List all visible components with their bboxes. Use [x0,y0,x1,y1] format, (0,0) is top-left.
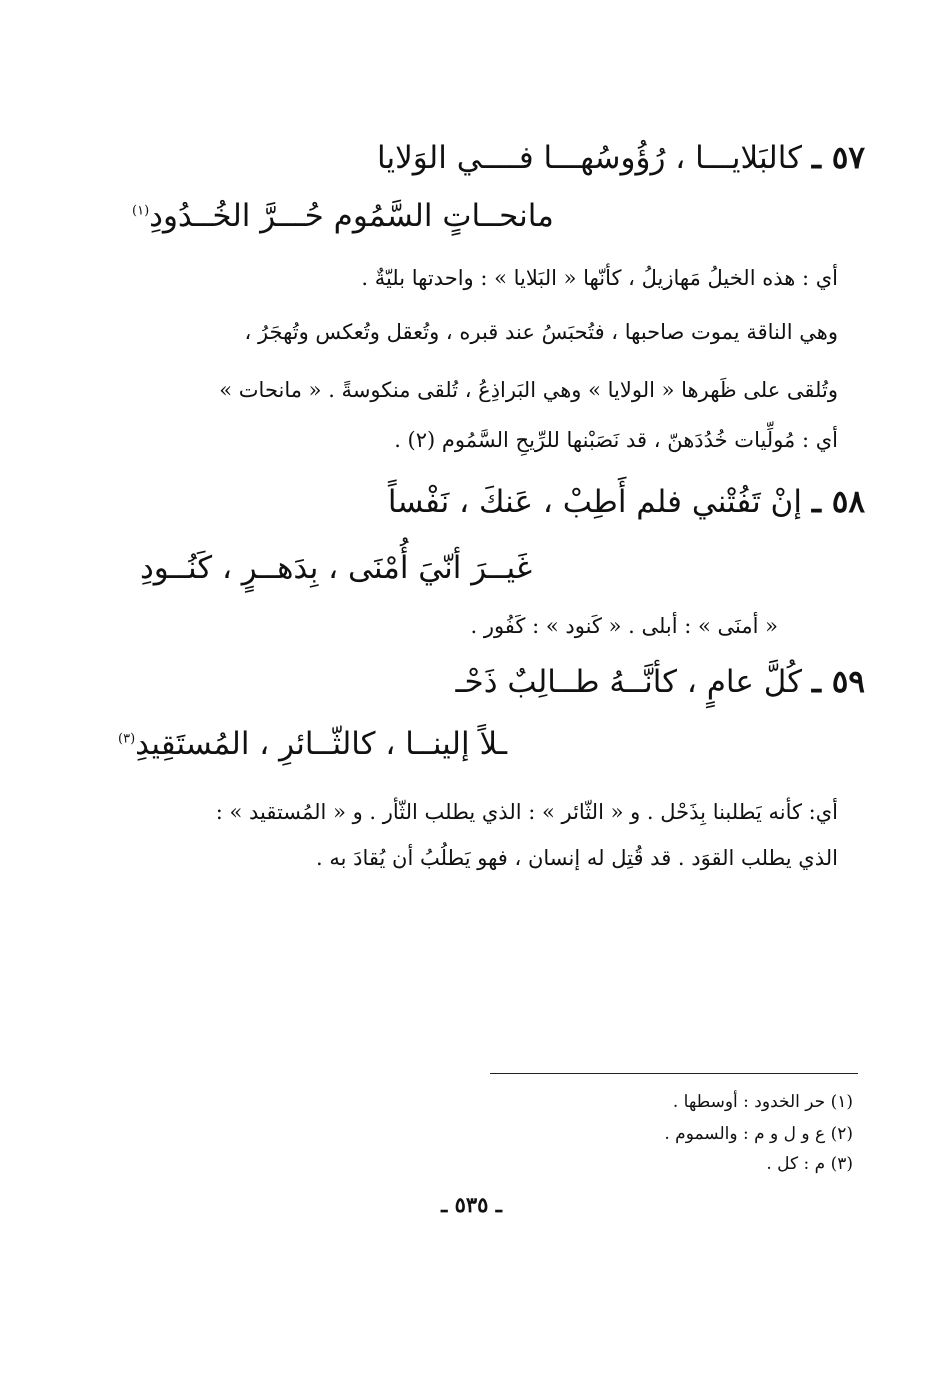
verse-59-first-hemistich [455,664,865,700]
commentary-line: أي : هذه الخيلُ مَهازيلُ ، كأنّها « البَلايا » : واحدتها بليّةٌ . [361,266,838,290]
hemistich-text: مانحــاتٍ السَّمُوم حُـــرَّ الخُــدُودِ [149,198,554,234]
footnote-3: (٣) م : كل . [766,1154,853,1174]
footnote-marker: (١) [132,203,150,219]
hemistich-text: إنْ تَفُتْني فلم أَطِبْ ، عَنكَ ، نَفْساً [387,484,802,520]
hemistich-text: غَيــرَ أنّيَ أُمْنَى ، بِدَهــرٍ ، كَنُــودِ [140,550,533,586]
commentary-line: أي : مُولِّيات خُدُدَهنّ ، قد نَصَبْنها للرِّيحِ السَّمُوم (٢) . [394,428,838,452]
verse-57-second-hemistich [132,198,554,234]
verse-59-second-hemistich [118,726,507,762]
page-number: ـ ٥٣٥ ـ [441,1192,502,1217]
commentary-line: وتُلقى على ظَهرها « الولايا » وهي البَراذِعُ ، تُلقى منكوسةً . « مانحات » [219,378,838,402]
commentary-line: الذي يطلب القوَد . قد قُتِل له إنسان ، فهو يَطلُبُ أن يُقادَ به . [316,846,838,870]
verse-number: ٥٩ ـ [811,664,865,700]
verse-number: ٥٧ ـ [811,140,865,176]
commentary-line: وهي الناقة يموت صاحبها ، فتُحبَسُ عند قبره ، وتُعقل وتُعكس وتُهجَرُ ، [244,320,838,344]
verse-number: ٥٨ ـ [811,484,865,520]
commentary-line: « أمنَى » : أبلى . « كَنود » : كَفُور . [470,614,778,638]
hemistich-text: كُلَّ عامٍ ، كأنَّــهُ طــالِبٌ ذَحْـ [455,664,802,700]
verse-57-first-hemistich [377,140,865,176]
verse-58-second-hemistich [140,550,532,586]
footnote-2: (٢) ع و ل و م : والسموم . [664,1124,853,1144]
footnote-1: (١) حر الخدود : أوسطها . [672,1092,853,1112]
hemistich-text: ـلاً إلينــا ، كالثّــائرِ ، المُستَقِيدِ [135,726,508,762]
verse-58-first-hemistich [388,484,865,520]
footnote-marker: (٣) [118,731,136,747]
hemistich-text: كالبَلايـــا ، رُؤُوسُهـــا فــــي الوَلايا [377,140,802,176]
commentary-line: أي: كأنه يَطلبنا بِذَحْل . و « الثّائر » : الذي يطلب الثّأر . و « المُستقيد » : [215,800,838,824]
footnote-separator [490,1073,858,1074]
